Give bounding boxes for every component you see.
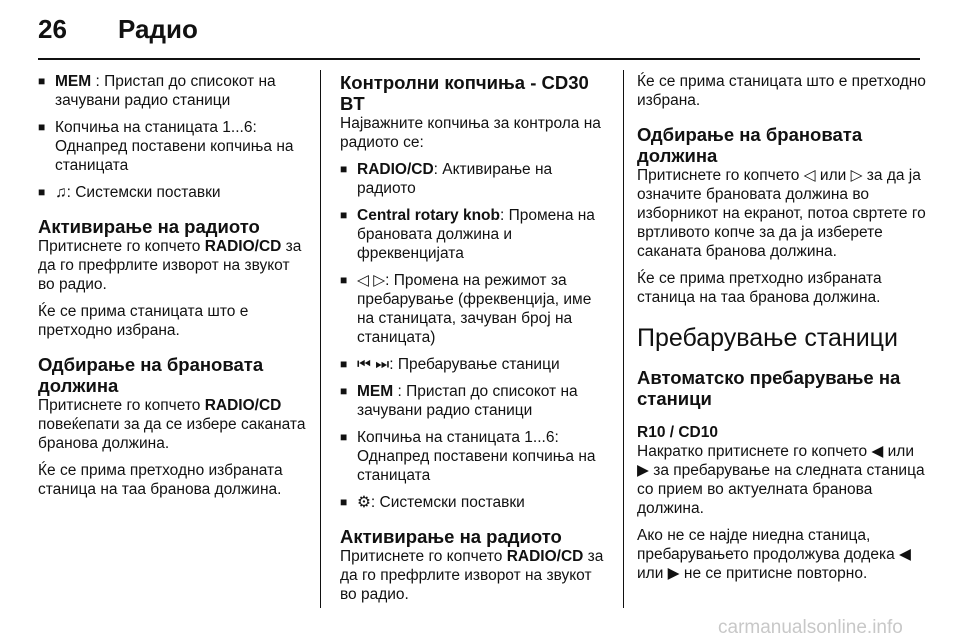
- page-title: Радио: [118, 14, 198, 44]
- section-heading: Одбирање на брановата должина: [637, 124, 863, 166]
- section-heading: Активирање на радиото: [38, 216, 260, 237]
- watermark: carmanualsonline.info: [718, 617, 903, 638]
- paragraph: Најважните копчиња за контрола на радиото се:: [340, 115, 601, 151]
- paragraph: Ќе се прима станицата што е претходно избрана.: [637, 73, 926, 109]
- section-heading: Автоматско пребарување на станици: [637, 367, 901, 409]
- column-divider: [320, 70, 321, 608]
- paragraph: Притиснете го копчето ◁ или ▷ за да ја означите брановата должина во изборникот на екранот, потоа свртете го вртливото копче за да ја изберете саканата бранова должина.: [637, 167, 926, 260]
- column-3: [637, 72, 927, 591]
- section-heading: Одбирање на брановата должина: [38, 354, 264, 396]
- paragraph: Ќе се прима станицата што е претходно избрана.: [38, 303, 249, 339]
- paragraph: Притиснете го копчето RADIO/CD за да го префрлите изворот на звукот во радио.: [38, 238, 302, 293]
- list-item: ■ ⚙: Системски поставки: [340, 493, 608, 512]
- paragraph: Ќе се прима претходно избраната станица на таа бранова должина.: [637, 270, 882, 306]
- paragraph: Накратко притиснете го копчето ◀ или ▶ за пребарување на следната станица со прием во актуелната бранова должина.: [637, 443, 925, 517]
- column-2: [340, 72, 608, 612]
- list-item: ■ Копчиња на станицата 1...6: Однапред поставени копчиња на станицата: [38, 118, 306, 175]
- paragraph: Ако не се најде ниедна станица, пребарувањето продолжува додека ◀ или ▶ не се притисне повторно.: [637, 527, 911, 582]
- list-item: ■ ♫: Системски поставки: [38, 183, 306, 202]
- column-1: [38, 72, 306, 507]
- music-note-icon: ♫: [55, 184, 67, 201]
- model-heading: R10 / CD10: [637, 424, 718, 441]
- paragraph: Ќе се прима претходно избраната станица на таа бранова должина.: [38, 462, 283, 498]
- seek-icon: ⏮ ⏭: [357, 356, 390, 373]
- list-item: ■ ⏮ ⏭: Пребарување станици: [340, 355, 608, 374]
- chapter-heading: Пребарување станици: [637, 324, 898, 352]
- list-item: ■ Копчиња на станицата 1...6: Однапред поставени копчиња на станицата: [340, 428, 608, 485]
- left-right-arrows-icon: ◁ ▷: [357, 272, 386, 289]
- paragraph: Притиснете го копчето RADIO/CD за да го префрлите изворот на звукот во радио.: [340, 548, 604, 603]
- column-divider: [623, 70, 624, 608]
- section-heading: Контролни копчиња - CD30 BT: [340, 72, 589, 114]
- list-item: ■ RADIO/CD: Активирање на радиото: [340, 160, 608, 198]
- list-item: ■ Central rotary knob: Промена на брановата должина и фреквенцијата: [340, 206, 608, 263]
- list-item: ■ MEM : Пристап до списокот на зачувани радио станици: [340, 382, 608, 420]
- section-heading: Активирање на радиото: [340, 526, 562, 547]
- list-item: ■ ◁ ▷: Промена на режимот за пребарување (фреквенција, име на станицата, зачуван број на станицата): [340, 271, 608, 347]
- list-item: ■ MEM : Пристап до списокот на зачувани радио станици: [38, 72, 306, 110]
- paragraph: Притиснете го копчето RADIO/CD повеќепати за да се избере саканата бранова должина.: [38, 397, 306, 452]
- settings-icon: ⚙: [357, 494, 371, 511]
- header-rule: [38, 58, 920, 60]
- page-number: 26: [38, 14, 67, 44]
